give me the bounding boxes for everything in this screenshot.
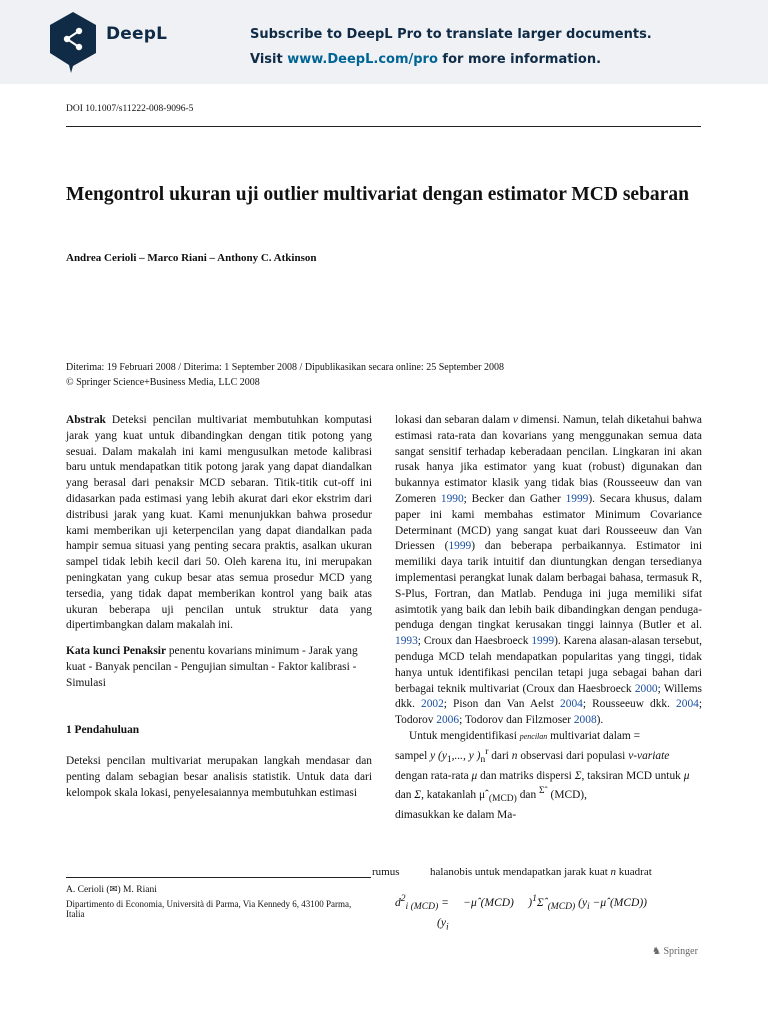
rumus-word: rumus xyxy=(372,866,400,878)
springer-horse-icon: ♞ xyxy=(652,946,661,957)
text-run: ). Secara khusus, dalam paper ini kami membahas estimator Minimum Covariance Determinant (MCD) yang sangat kuat dari Rousseeuw dan Van Driessen ( xyxy=(395,492,702,553)
math-run: (MCD) xyxy=(547,901,576,913)
text-run: ; Becker dan Gather xyxy=(463,492,566,505)
math-run: i (MCD) xyxy=(405,901,439,913)
author-list: Andrea Cerioli – Marco Riani – Anthony C. Atkinson xyxy=(66,252,317,264)
text-run: dimensi. Namun, telah diketahui bahwa estimasi rata-rata dan kovarians yang menggunakan semua data sangat sensitif terhadap keberadaan pencilan. Lingkaran ini akan rusak hanya jika estimator yang kuat (robust) digunakan dan bukannya estimator klasik yang tidak bias (Rousseeuw dan van Zomeren xyxy=(395,414,702,505)
email-icon[interactable]: ✉ xyxy=(109,885,118,895)
paper-title: Mengontrol ukuran uji outlier multivariat dengan estimator MCD sebaran xyxy=(66,184,689,205)
text-run: Untuk mengidentifikasi xyxy=(409,729,520,742)
corresponding-author xyxy=(66,884,157,895)
text-run: , taksiran MCD untuk xyxy=(581,769,684,782)
deepl-logo-text: DeepL xyxy=(106,24,168,44)
math-run: Σˆ xyxy=(536,896,548,909)
text-run: ; Croux dan Haesbroeck xyxy=(417,635,532,648)
text-run: kuadrat xyxy=(616,866,652,878)
text-run: ) M. Riani xyxy=(117,885,157,895)
text-run: sampel xyxy=(395,749,431,762)
math-run: ) xyxy=(528,896,533,909)
math-run: 2 xyxy=(400,893,406,904)
text-run: dengan rata-rata xyxy=(395,769,472,782)
text-run: , katakanlah μˆ xyxy=(421,789,489,802)
math-run: (y xyxy=(437,917,446,929)
text-run: pencilan xyxy=(519,731,548,741)
author-affiliation: Dipartimento di Economia, Università di Parma, Via Kennedy 6, 43100 Parma, Italia xyxy=(66,899,352,919)
doi: DOI 10.1007/s11222-008-9096-5 xyxy=(66,104,194,114)
math-run: r xyxy=(485,746,489,757)
section-heading: 1 Pendahuluan xyxy=(66,723,140,736)
right-column xyxy=(395,413,702,824)
citation-link[interactable]: 2002 xyxy=(421,698,444,711)
math-run: v-variate xyxy=(628,749,670,762)
math-run: = xyxy=(438,896,449,909)
math-run: −μˆ(MCD)) xyxy=(589,896,647,909)
citation-link[interactable]: 1999 xyxy=(565,492,589,505)
citation-link[interactable]: 2004 xyxy=(560,698,583,711)
text-run: lokasi dan sebaran dalam xyxy=(395,414,513,426)
citation-link[interactable]: 2000 xyxy=(634,682,658,695)
citation-link[interactable]: 1999 xyxy=(531,635,555,648)
footnote-rule xyxy=(66,877,371,878)
math-run: Σ xyxy=(574,769,582,782)
text-run: A. Cerioli ( xyxy=(66,885,110,895)
math-run: y (y xyxy=(430,749,447,762)
text-run: ; Todorov dan Filzmoser xyxy=(459,714,574,727)
abstract-text: Deteksi pencilan multivariat membutuhkan komputasi jarak yang kuat untuk dibandingkan dengan titik potong yang sesuai. Dalam makalah ini kami mengusulkan metode kalibrasi baru untuk mendapatkan titik potong jarak yang dapat diandalkan yang berasal dari penaksir MCD sebaran. Titik-titik cut-off ini didasarkan pada estimasi yang lebih akurat dari ekor ekstrim dari distribusi jarak yang kuat. Kami menunjukkan bahwa prosedur kami memberikan uji keterpencilan yang dapat diandalkan pada hampir semua situasi yang penting secara praktis, asalkan ukuran sampel tidak lebih kecil dari 50. Oleh karena itu, ini merupakan peningkatan yang cukup besar atas semua prosedur MCD yang tersedia, yang tidak dapat memberikan kontrol yang baik atas ukuran beberapa uji pencilan untuk struktur data yang dipertimbangkan dalam makalah ini. xyxy=(66,414,372,632)
citation-link[interactable]: 2008 xyxy=(573,714,597,727)
text-run: ; Todorov xyxy=(395,698,702,727)
publication-history xyxy=(66,360,706,390)
header-rule xyxy=(66,126,701,127)
text-run: dan xyxy=(395,789,415,802)
keywords-label: Kata kunci Penaksir xyxy=(66,645,166,658)
text-run: dari xyxy=(488,749,512,762)
math-run: 1 xyxy=(446,754,452,765)
citation-link[interactable]: 1993 xyxy=(395,635,418,648)
text-run: ; Rousseeuw dkk. xyxy=(582,698,677,711)
visit-prefix: Visit xyxy=(250,52,288,67)
math-run: (y xyxy=(575,896,588,909)
text-run: v xyxy=(512,414,518,426)
springer-label: Springer xyxy=(663,946,698,957)
text-run: ; Pison dan Van Aelst xyxy=(443,698,561,711)
math-run: 1 xyxy=(532,893,537,904)
text-run: ). xyxy=(596,714,604,727)
visit-message xyxy=(250,52,601,67)
intro-paragraph: Deteksi pencilan multivariat merupakan langkah mendasar dan penting dalam sebagian besar analisis statistik. Untuk data dari kelompok skala lokasi, penyelesaiannya membutuhkan estimasi xyxy=(66,755,372,799)
text-run: ; Willems dkk. xyxy=(395,682,702,711)
text-run: dan matriks dispersi xyxy=(477,769,575,782)
subscribe-message: Subscribe to DeepL Pro to translate larger documents. xyxy=(250,27,652,42)
text-run: ). Karena alasan-alasan tersebut, penduga MCD telah mendapatkan popularitas yang tinggi, tidak hanya untuk identifikasi pencilan tetapi juga sebagai bahan dari berbagai teknik multivariat (Croux dan Haesbroeck xyxy=(395,635,702,695)
math-run: i xyxy=(445,921,449,933)
keywords xyxy=(66,644,372,691)
keywords-text: penentu kovarians minimum - Jarak yang kuat - Banyak pencilan - Pengujian simultan - Faktor kalibrasi - Simulasi xyxy=(66,645,358,689)
copyright: © Springer Science+Business Media, LLC 2008 xyxy=(66,377,260,388)
deepl-pro-link[interactable]: www.DeepL.com/pro xyxy=(287,52,438,67)
text-run: dan xyxy=(516,789,539,802)
mahalanobis-line xyxy=(430,866,652,878)
distance-formula xyxy=(395,893,647,912)
citation-link[interactable]: 1990 xyxy=(440,492,464,505)
math-run: μ xyxy=(471,769,478,782)
text-run: halanobis untuk mendapatkan jarak kuat xyxy=(430,866,611,878)
citation-link[interactable]: 1999 xyxy=(448,540,472,553)
math-run: d xyxy=(395,896,401,909)
right-paragraph-2 xyxy=(395,729,702,824)
math-run: n xyxy=(610,866,617,878)
text-run: dimasukkan ke dalam Ma- xyxy=(395,809,517,822)
math-run: ,..., y ) xyxy=(451,749,481,762)
abstract-label: Abstrak xyxy=(66,414,106,426)
citation-link[interactable]: 2006 xyxy=(436,714,460,727)
citation-link[interactable]: 2004 xyxy=(676,698,699,711)
springer-mark xyxy=(652,946,698,957)
text-run: observasi dari populasi xyxy=(517,749,629,762)
text-run: (MCD), xyxy=(547,789,587,802)
math-run: i xyxy=(587,901,590,913)
formula-yi xyxy=(437,917,449,932)
text-run: multivariat dalam = xyxy=(547,729,641,742)
text-run: ) dan beberapa perbaikannya. Estimator ini memiliki daya tarik intuitif dan diuntungkan dengan tersedianya implementasi perangkat lunak dalam berbagai bahasa, termasuk R, S-Plus, Fortran, dan Matlab. Penduga ini juga memiliki sifat asimtotik yang baik dan lebih baik dibandingkan dengan penduga-penduga dengan tingkat kerusakan tinggi lainnya (Butler et al. xyxy=(395,540,702,632)
abstract xyxy=(66,413,372,634)
math-run: (MCD) xyxy=(488,794,517,805)
math-run: n xyxy=(480,754,486,765)
math-run: μ xyxy=(683,769,690,782)
right-paragraph-1 xyxy=(395,413,702,729)
math-run: Σ xyxy=(414,789,422,802)
received-dates: Diterima: 19 Februari 2008 / Diterima: 1 September 2008 / Dipublikasikan secara online: 25 September 2008 xyxy=(66,362,504,373)
deepl-banner xyxy=(0,0,768,84)
left-column xyxy=(66,413,372,802)
math-run: n xyxy=(511,749,518,762)
deepl-logo-icon xyxy=(48,11,98,74)
visit-suffix: for more information. xyxy=(437,52,602,67)
math-run: Σˆ xyxy=(539,786,548,797)
math-run: −μˆ(MCD) xyxy=(463,896,514,909)
